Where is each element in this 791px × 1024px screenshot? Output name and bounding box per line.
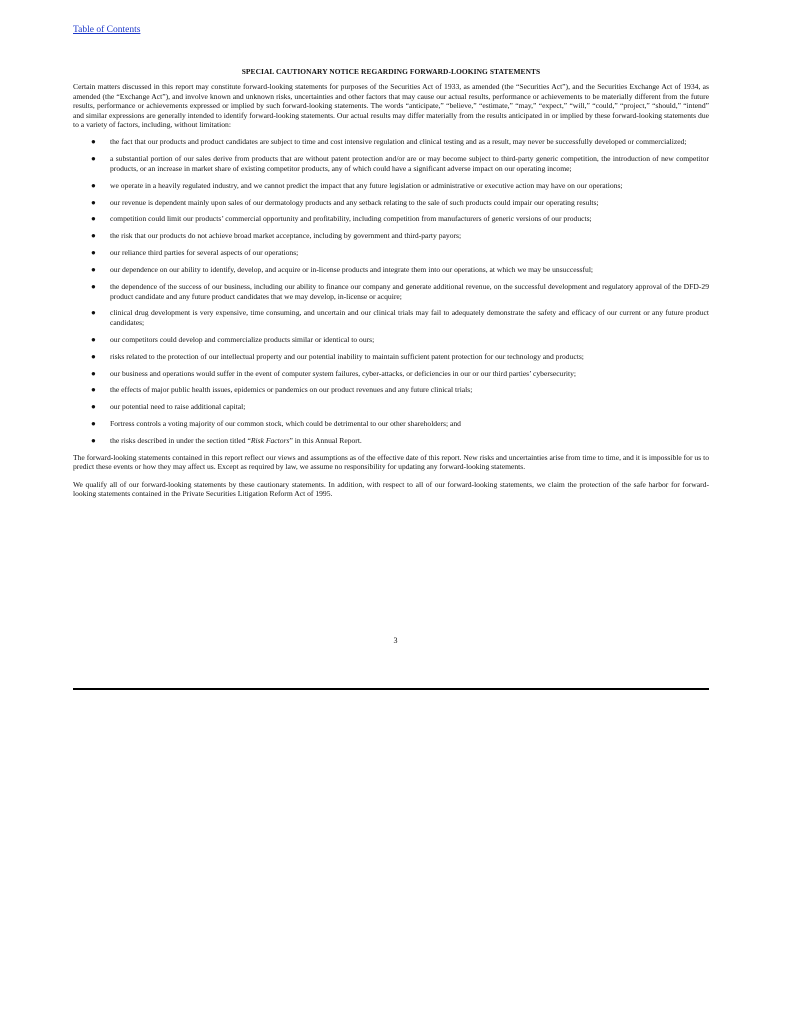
list-item <box>73 352 709 361</box>
list-item-text: our competitors could develop and commercialize products similar or identical to ours; <box>110 334 375 344</box>
list-item <box>73 154 709 173</box>
list-item <box>73 265 709 274</box>
bullet-icon: ● <box>91 197 96 207</box>
page-number: 3 <box>393 636 398 645</box>
bullet-icon: ● <box>91 282 96 292</box>
list-item-text: clinical drug development is very expensive, time consuming, and uncertain and our clinical trials may fail to adequately demonstrate the safety and efficacy of our current or any future product candidates; <box>110 308 709 327</box>
list-item-text: our potential need to raise additional capital; <box>110 402 246 412</box>
bullet-icon: ● <box>91 180 96 190</box>
safe-harbor-paragraph: We qualify all of our forward-looking statements by these cautionary statements. In addition, with respect to all of our forward-looking statements, we claim the protection of the safe harbor for forward-looking statements contained in the Private Securities Litigation Reform Act of 1995. <box>73 479 709 499</box>
list-item <box>73 308 709 327</box>
list-item <box>73 335 709 344</box>
section-heading: SPECIAL CAUTIONARY NOTICE REGARDING FORWARD-LOOKING STATEMENTS <box>241 67 541 76</box>
risk-factors-reference: Risk Factors <box>250 436 290 446</box>
bullet-icon: ● <box>91 154 96 164</box>
list-item-text: our business and operations would suffer in the event of computer system failures, cyber-attacks, or deficiencies in our or our third parties’ cybersecurity; <box>110 368 577 378</box>
views-paragraph: The forward-looking statements contained in this report reflect our views and assumptions as of the effective date of this report. New risks and uncertainties arise from time to time, and it is impossible for us to predict these events or how they may affect us. Except as required by law, we assume no responsibility for updating any forward-looking statements. <box>73 453 709 472</box>
list-item-text: we operate in a heavily regulated industry, and we cannot predict the impact that any future legislation or administrative or executive action may have on our operations; <box>110 180 623 190</box>
list-item <box>73 137 709 146</box>
risk-factor-list <box>73 137 709 445</box>
list-item <box>73 436 709 445</box>
bullet-icon: ● <box>91 351 96 361</box>
main-content <box>73 67 709 507</box>
page-divider <box>73 688 709 690</box>
list-item-text: our dependence on our ability to identify, develop, and acquire or in-license products and integrate them into our operations, at which we may be unsuccessful; <box>110 265 594 275</box>
list-item <box>73 231 709 240</box>
list-item-text: a substantial portion of our sales derive from products that are without patent protection and/or are or may become subject to third-party generic competition, the introduction of new competitor products, or an increase in market share of existing competitor products, any of which could have a significant adverse impact on our operating income; <box>110 154 709 173</box>
list-item <box>73 385 709 394</box>
list-item-text: risks related to the protection of our intellectual property and our potential inability to maintain sufficient patent protection for our technology and products; <box>110 351 584 361</box>
list-item-text <box>110 436 362 445</box>
intro-paragraph: Certain matters discussed in this report may constitute forward-looking statements for purposes of the Securities Act of 1933, as amended (the “Securities Act”), and the Securities Exchange Act of 1934, as amended (the “Exchange Act”), and involve known and unknown risks, uncertainties and other factors that may cause our actual results, performance or achievements to be materially different from the future results, performance or achievements expressed or implied by such forward-looking statements. The words “anticipate,” “believe,” “estimate,” “may,” “expect,” “will,” “could,” “project,” “should,” “intend” and similar expressions are generally intended to identify forward-looking statements. Our actual results may differ materially from the results anticipated in or implied by these forward-looking statements due to a variety of factors, including, without limitation: <box>73 82 709 130</box>
list-item-text: our revenue is dependent mainly upon sales of our dermatology products and any setback relating to the sale of such products could impair our operating results; <box>110 197 599 207</box>
bullet-icon: ● <box>91 265 96 275</box>
list-item-text: Fortress controls a voting majority of our common stock, which could be detrimental to our other shareholders; and <box>110 419 461 429</box>
list-item-text-end: ” in this Annual Report. <box>289 436 362 446</box>
bullet-icon: ● <box>91 137 96 147</box>
bullet-icon: ● <box>91 419 96 429</box>
bullet-icon: ● <box>91 334 96 344</box>
list-item <box>73 402 709 411</box>
bullet-icon: ● <box>91 436 96 446</box>
bullet-icon: ● <box>91 214 96 224</box>
list-item <box>73 198 709 207</box>
bullet-icon: ● <box>91 402 96 412</box>
list-item-text: the fact that our products and product candidates are subject to time and cost intensive regulation and clinical testing and as a result, may never be successfully developed or commercialized; <box>110 137 687 147</box>
list-item-text-start: the risks described in under the section titled “ <box>110 436 251 446</box>
list-item-text: competition could limit our products’ commercial opportunity and profitability, including competition from manufacturers of generic versions of our products; <box>110 214 592 224</box>
bullet-icon: ● <box>91 248 96 258</box>
list-item <box>73 419 709 428</box>
list-item-text: the effects of major public health issues, epidemics or pandemics on our product revenues and any future clinical trials; <box>110 385 473 395</box>
list-item <box>73 181 709 190</box>
list-item-text: the dependence of the success of our business, including our ability to finance our company and generate additional revenue, on the successful development and regulatory approval of the DFD-29 product candidate and any future product candidates that we may develop, in-license or acquire; <box>110 282 709 301</box>
list-item <box>73 369 709 378</box>
list-item <box>73 282 709 301</box>
list-item <box>73 214 709 223</box>
bullet-icon: ● <box>91 385 96 395</box>
list-item-text: the risk that our products do not achieve broad market acceptance, including by government and third-party payors; <box>110 231 462 241</box>
bullet-icon: ● <box>91 231 96 241</box>
list-item <box>73 248 709 257</box>
list-item-text: our reliance third parties for several aspects of our operations; <box>110 248 299 258</box>
bullet-icon: ● <box>91 308 96 318</box>
table-of-contents-link[interactable]: Table of Contents <box>73 25 141 35</box>
bullet-icon: ● <box>91 368 96 378</box>
